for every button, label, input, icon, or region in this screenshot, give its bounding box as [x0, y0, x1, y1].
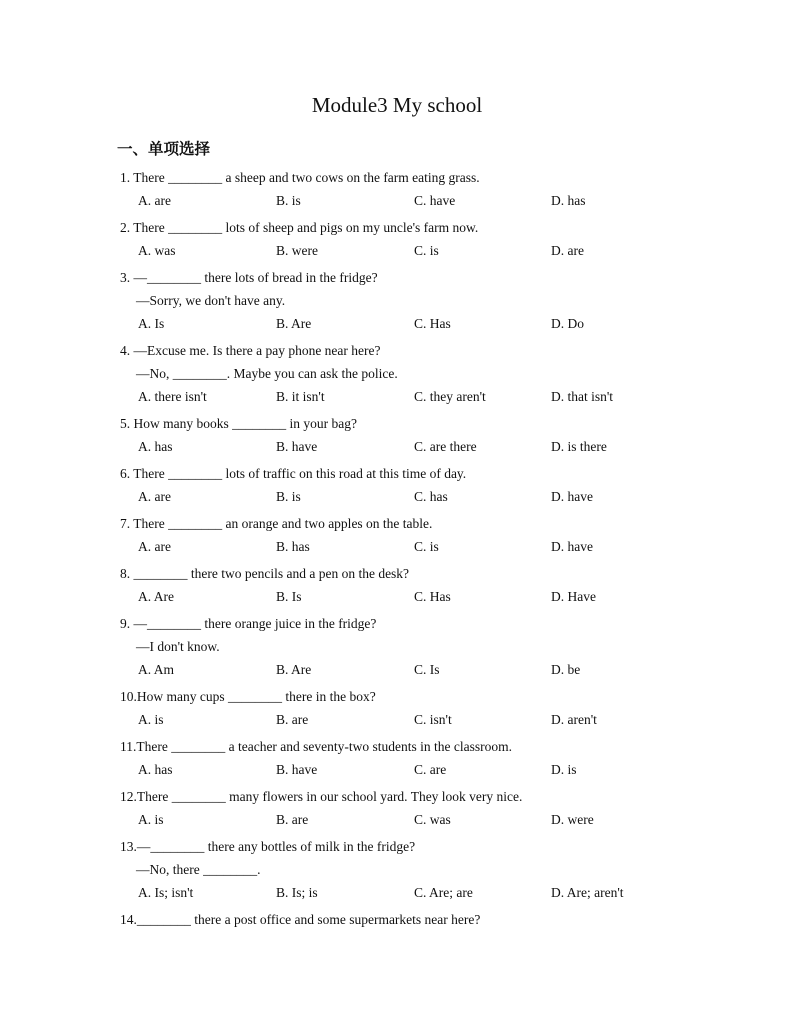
question-list	[120, 166, 720, 935]
option-b: B. has	[276, 539, 310, 554]
option-c: C. Are; are	[414, 885, 473, 900]
option-a: A. was	[138, 243, 176, 258]
option-a: A. has	[138, 439, 173, 454]
question-item	[120, 266, 720, 339]
page-title: Module3 My school	[311, 93, 483, 117]
option-c: C. is	[414, 539, 439, 554]
question-stem: 13.—________ there any bottles of milk in the fridge?	[120, 839, 416, 854]
question-response-line: —I don't know.	[136, 639, 220, 654]
question-stem: 1. There ________ a sheep and two cows on the farm eating grass.	[120, 170, 480, 185]
option-c: C. Has	[414, 316, 451, 331]
option-b: B. it isn't	[276, 389, 325, 404]
option-d: D. Do	[551, 316, 584, 331]
question-stem: 10.How many cups ________ there in the box?	[120, 689, 376, 704]
option-d: D. aren't	[551, 712, 597, 727]
option-d: D. is	[551, 762, 577, 777]
option-row	[120, 658, 720, 681]
question-stem: 8. ________ there two pencils and a pen on the desk?	[120, 566, 410, 581]
option-row	[120, 708, 720, 731]
question-stem: 12.There ________ many flowers in our school yard. They look very nice.	[120, 789, 523, 804]
option-b: B. Are	[276, 662, 312, 677]
option-row	[120, 535, 720, 558]
option-d: D. have	[551, 539, 593, 554]
question-stem: 11.There ________ a teacher and seventy-two students in the classroom.	[120, 739, 513, 754]
option-c: C. is	[414, 243, 439, 258]
option-row	[120, 385, 720, 408]
option-a: A. is	[138, 712, 164, 727]
option-b: B. were	[276, 243, 318, 258]
question-item	[120, 562, 720, 612]
option-row	[120, 189, 720, 212]
question-item	[120, 735, 720, 785]
option-a: A. Am	[138, 662, 175, 677]
question-stem: 5. How many books ________ in your bag?	[120, 416, 357, 431]
section-heading: 一、单项选择	[117, 140, 211, 158]
option-b: B. Is	[276, 589, 302, 604]
question-stem: 4. —Excuse me. Is there a pay phone near here?	[120, 343, 381, 358]
option-a: A. Is	[138, 316, 165, 331]
option-row	[120, 312, 720, 335]
option-row	[120, 808, 720, 831]
option-c: C. isn't	[414, 712, 452, 727]
option-b: B. is	[276, 489, 301, 504]
question-item	[120, 216, 720, 266]
question-response-line: —No, ________. Maybe you can ask the police.	[136, 366, 398, 381]
option-a: A. there isn't	[138, 389, 207, 404]
question-stem: 3. —________ there lots of bread in the fridge?	[120, 270, 378, 285]
option-c: C. they aren't	[414, 389, 486, 404]
option-a: A. Is; isn't	[138, 885, 194, 900]
option-b: B. is	[276, 193, 301, 208]
option-d: D. Have	[551, 589, 596, 604]
option-d: D. are	[551, 243, 584, 258]
option-d: D. be	[551, 662, 581, 677]
option-row	[120, 585, 720, 608]
question-item	[120, 412, 720, 462]
question-item	[120, 612, 720, 685]
question-item	[120, 339, 720, 412]
option-row	[120, 239, 720, 262]
option-b: B. are	[276, 812, 309, 827]
option-row	[120, 758, 720, 781]
option-b: B. are	[276, 712, 309, 727]
option-c: C. has	[414, 489, 448, 504]
question-stem: 9. —________ there orange juice in the fridge?	[120, 616, 377, 631]
option-c: C. are there	[414, 439, 477, 454]
option-d: D. have	[551, 489, 593, 504]
question-stem: 7. There ________ an orange and two apples on the table.	[120, 516, 433, 531]
option-b: B. have	[276, 439, 318, 454]
option-a: A. are	[138, 193, 171, 208]
question-item	[120, 166, 720, 216]
question-stem: 6. There ________ lots of traffic on this road at this time of day.	[120, 466, 467, 481]
option-c: C. Is	[414, 662, 440, 677]
question-stem: 2. There ________ lots of sheep and pigs on my uncle's farm now.	[120, 220, 479, 235]
option-a: A. are	[138, 539, 171, 554]
option-b: B. Are	[276, 316, 312, 331]
option-a: A. is	[138, 812, 164, 827]
option-a: A. has	[138, 762, 173, 777]
option-c: C. Has	[414, 589, 451, 604]
option-c: C. have	[414, 193, 456, 208]
option-d: D. Are; aren't	[551, 885, 624, 900]
question-stem: 14.________ there a post office and some supermarkets near here?	[120, 912, 481, 927]
question-response-line: —Sorry, we don't have any.	[136, 293, 286, 308]
question-item	[120, 462, 720, 512]
option-row	[120, 435, 720, 458]
question-item	[120, 512, 720, 562]
question-item	[120, 785, 720, 835]
option-b: B. have	[276, 762, 318, 777]
option-d: D. that isn't	[551, 389, 614, 404]
option-row	[120, 881, 720, 904]
option-a: A. are	[138, 489, 171, 504]
question-response-line: —No, there ________.	[136, 862, 261, 877]
option-c: C. was	[414, 812, 451, 827]
option-d: D. were	[551, 812, 594, 827]
option-d: D. is there	[551, 439, 607, 454]
question-item	[120, 835, 720, 908]
question-item	[120, 908, 720, 935]
option-a: A. Are	[138, 589, 174, 604]
option-row	[120, 485, 720, 508]
option-c: C. are	[414, 762, 447, 777]
option-d: D. has	[551, 193, 586, 208]
option-b: B. Is; is	[276, 885, 318, 900]
question-item	[120, 685, 720, 735]
